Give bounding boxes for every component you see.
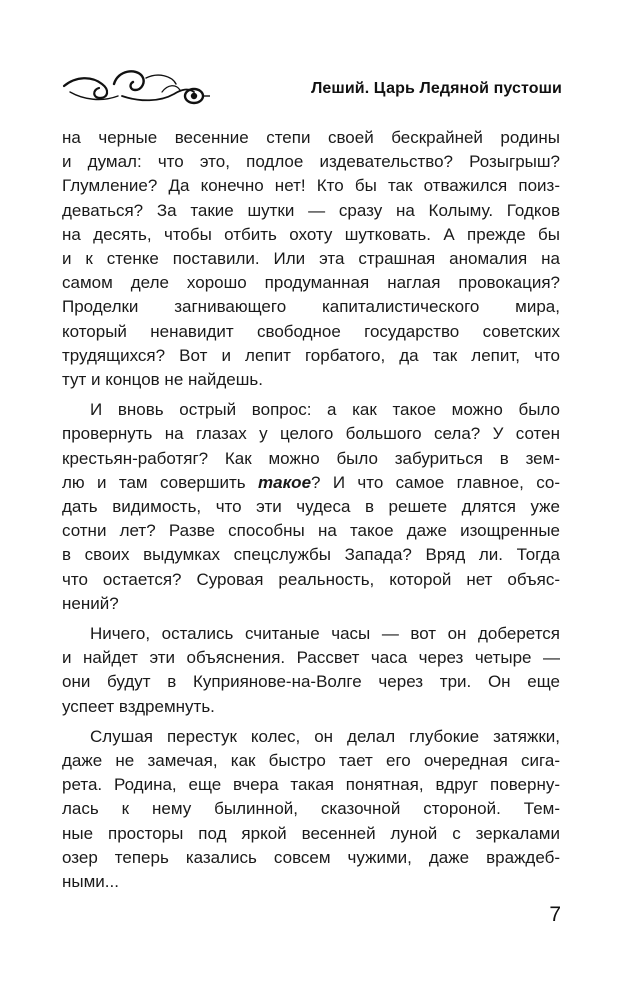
text-line: сотни лет? Разве способны на такое даже изощренные — [62, 521, 560, 541]
text-line: дать видимость, что эти чудеса в решете длятся уже — [62, 497, 560, 517]
running-title: Леший. Царь Ледяной пустоши — [311, 80, 562, 97]
text-line: успеет вздремнуть. — [62, 696, 215, 716]
text-segment: лю и там совершить — [62, 472, 258, 492]
text-segment: ? И что самое главное, со- — [311, 472, 560, 492]
decorative-flourish-icon — [62, 62, 212, 108]
text-line: они будут в Куприянове-на-Волге через три. Он еще — [62, 672, 560, 692]
text-line: нений? — [62, 593, 119, 613]
text-line: который ненавидит свободное государство советских — [62, 321, 560, 341]
text-line: Слушая перестук колес, он делал глубокие затяжки, — [90, 726, 560, 746]
text-line: самом деле хорошо продуманная наглая провокация? — [62, 273, 560, 293]
text-line: трудящихся? Вот и лепит горбатого, да так лепит, что — [62, 345, 560, 365]
text-line: на десять, чтобы отбить охоту шутковать. А прежде бы — [62, 224, 560, 244]
text-line: крестьян-работяг? Как можно было забуриться в зем- — [62, 448, 560, 468]
text-line: даже не замечая, как быстро тает его очередная сига- — [62, 751, 560, 771]
text-line: и найдет эти объяснения. Рассвет часа через четыре — — [62, 648, 560, 668]
text-line: озер теперь казались совсем чужими, даже враждеб- — [62, 847, 560, 867]
body-text — [62, 126, 560, 900]
text-line: Глумление? Да конечно нет! Кто бы так отважился поиз- — [62, 176, 560, 196]
emphasized-word: такое — [258, 472, 312, 492]
text-line: провернуть на глазах у целого большого села? У сотен — [62, 424, 560, 444]
text-line: ные просторы под яркой весенней луной с зеркалами — [62, 823, 560, 843]
text-line: Проделки загнивающего капиталистического мира, — [62, 297, 560, 317]
text-line: тут и концов не найдешь. — [62, 370, 263, 390]
text-line: в своих выдумках спецслужбы Запада? Вряд ли. Тогда — [62, 545, 560, 565]
page-header — [62, 58, 562, 110]
text-line: и к стенке поставили. Или эта страшная аномалия на — [62, 249, 560, 269]
text-line: Ничего, остались считаные часы — вот он доберется — [90, 624, 560, 644]
text-line: лась к нему былинной, сказочной стороной. Тем- — [62, 799, 560, 819]
page-number: 7 — [549, 903, 561, 926]
paragraph — [62, 398, 560, 616]
text-line: рета. Родина, еще вчера такая понятная, вдруг поверну- — [62, 775, 560, 795]
text-line: деваться? За такие шутки — сразу на Колыму. Годков — [62, 200, 560, 220]
text-line: ными... — [62, 872, 119, 892]
paragraph — [62, 725, 560, 894]
text-line: на черные весенние степи своей бескрайней родины — [62, 128, 560, 147]
text-line-with-emphasis — [62, 471, 560, 495]
text-line: И вновь острый вопрос: а как такое можно было — [90, 400, 560, 420]
paragraph — [62, 622, 560, 719]
text-line: и думал: что это, подлое издевательство? Розыгрыш? — [62, 152, 560, 172]
paragraph — [62, 126, 560, 392]
text-line: что остается? Суровая реальность, которой нет объяс- — [62, 569, 560, 589]
